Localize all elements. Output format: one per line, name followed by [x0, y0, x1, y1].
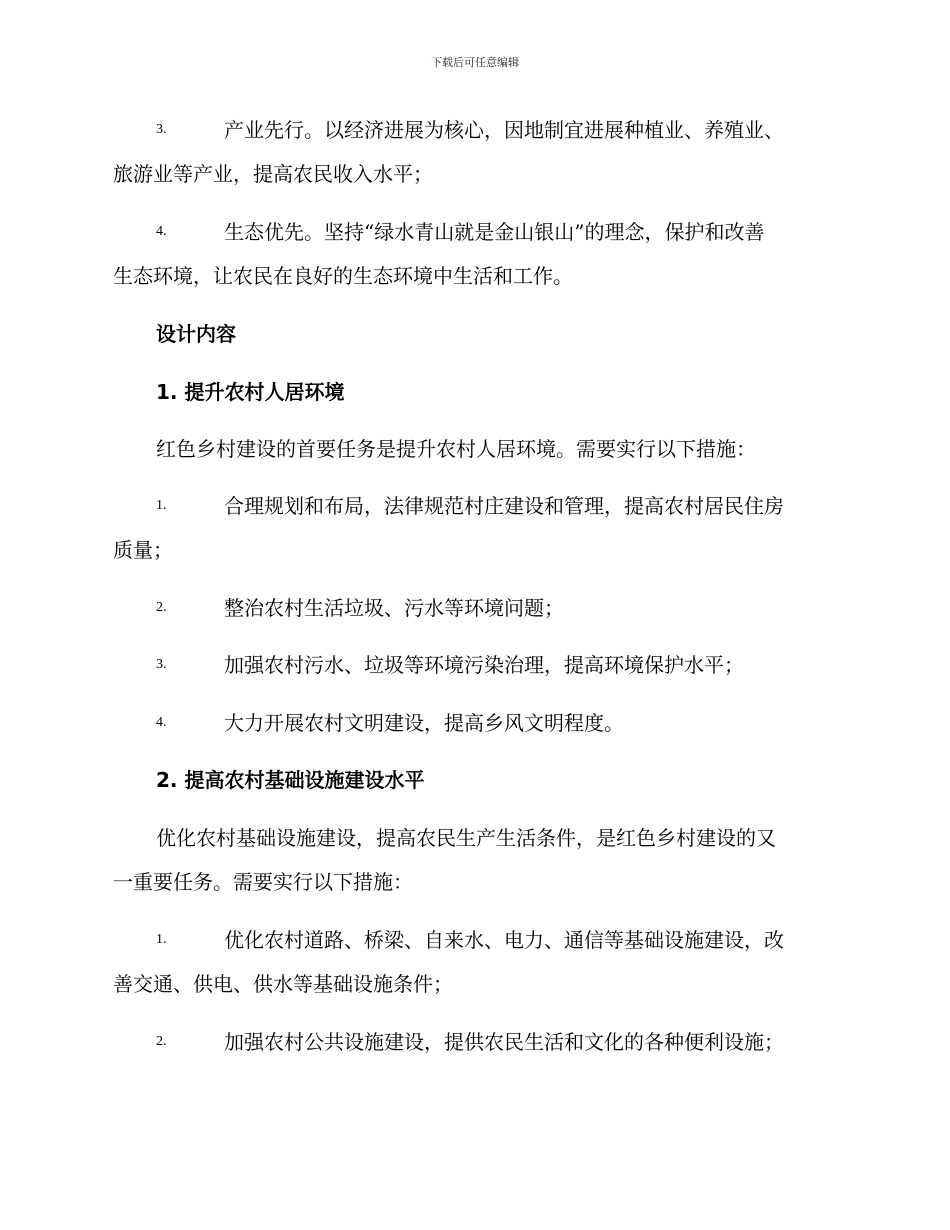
list-item-number: 4.	[156, 715, 167, 730]
list-item-text: 合理规划和布局，法律规范村庄建设和管理，提高农村居民住房	[224, 494, 784, 518]
list-item-number: 1.	[156, 498, 167, 513]
list-item-number: 2.	[156, 1034, 167, 1049]
list-item-text: 大力开展农村文明建设，提高乡风文明程度。	[224, 711, 624, 735]
paragraph: 优化农村基础设施建设，提高农民生产生活条件，是红色乡村建设的又	[156, 826, 776, 850]
list-item-continuation: 质量；	[113, 538, 173, 562]
list-item-text: 优化农村道路、桥梁、自来水、电力、通信等基础设施建设，改	[224, 928, 784, 952]
list-item-text: 产业先行。以经济进展为核心，因地制宜进展种植业、养殖业、	[224, 118, 784, 142]
list-item-text: 生态优先。坚持“绿水青山就是金山银山”的理念，保护和改善	[224, 220, 765, 244]
list-item-text: 加强农村公共设施建设，提供农民生活和文化的各种便利设施；	[224, 1030, 784, 1054]
list-item-number: 3.	[156, 657, 167, 672]
list-item-number: 2.	[156, 600, 167, 615]
paragraph-continuation: 一重要任务。需要实行以下措施：	[113, 870, 413, 894]
list-item-number: 3.	[156, 122, 167, 137]
heading-2: 2. 提高农村基础设施建设水平	[156, 768, 425, 792]
section-title: 设计内容	[156, 322, 236, 346]
list-item-text: 加强农村污水、垃圾等环境污染治理，提高环境保护水平；	[224, 653, 744, 677]
page-header: 下载后可任意编辑	[431, 56, 519, 69]
list-item-continuation: 旅游业等产业，提高农民收入水平；	[113, 162, 433, 186]
list-item-continuation: 善交通、供电、供水等基础设施条件；	[113, 972, 453, 996]
list-item-number: 4.	[156, 224, 167, 239]
list-item-text: 整治农村生活垃圾、污水等环境问题；	[224, 596, 564, 620]
paragraph: 红色乡村建设的首要任务是提升农村人居环境。需要实行以下措施：	[156, 437, 756, 461]
list-item-continuation: 生态环境，让农民在良好的生态环境中生活和工作。	[113, 264, 573, 288]
list-item-number: 1.	[156, 932, 167, 947]
heading-1: 1. 提升农村人居环境	[156, 380, 345, 404]
